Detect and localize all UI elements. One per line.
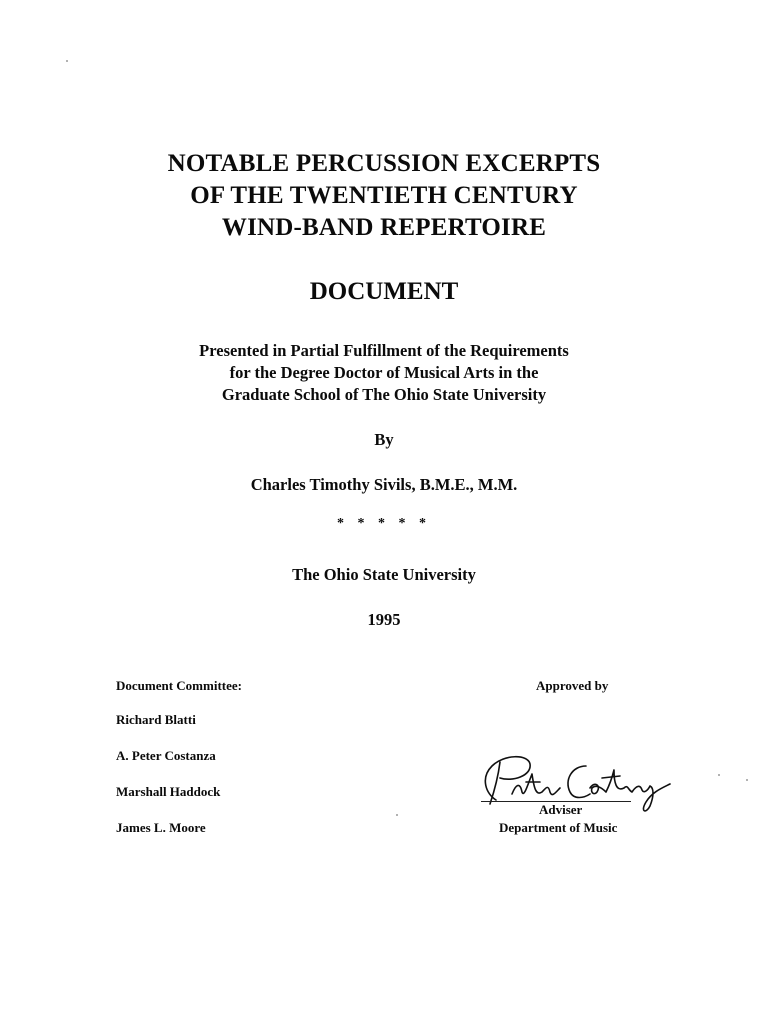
scan-speck [718, 774, 720, 776]
title-line-2: OF THE TWENTIETH CENTURY [190, 182, 578, 209]
committee-member: Marshall Haddock [116, 784, 221, 799]
committee-heading: Document Committee: [116, 678, 242, 693]
presented-line-2: for the Degree Doctor of Musical Arts in the [229, 363, 539, 382]
approved-by-label: Approved by [536, 678, 609, 693]
scan-speck [746, 779, 748, 781]
adviser-label: Adviser [539, 802, 583, 817]
by-label: By [374, 430, 394, 449]
committee-member: James L. Moore [116, 820, 206, 835]
year: 1995 [367, 610, 401, 629]
title-line-1: NOTABLE PERCUSSION EXCERPTS [167, 150, 601, 177]
presented-line-3: Graduate School of The Ohio State University [221, 385, 547, 404]
author-name: Charles Timothy Sivils, B.M.E., M.M. [250, 475, 518, 494]
institution-name: The Ohio State University [292, 565, 476, 584]
presented-line-1: Presented in Partial Fulfillment of the Requirements [199, 341, 569, 360]
committee-member: Richard Blatti [116, 712, 196, 727]
document-type-heading: DOCUMENT [309, 278, 459, 305]
separator-stars: * * * * * [337, 516, 431, 531]
title-line-3: WIND-BAND REPERTOIRE [221, 214, 547, 241]
department-label: Department of Music [499, 820, 618, 835]
scan-speck [396, 814, 398, 816]
scan-speck [66, 60, 68, 62]
committee-member: A. Peter Costanza [116, 748, 216, 763]
